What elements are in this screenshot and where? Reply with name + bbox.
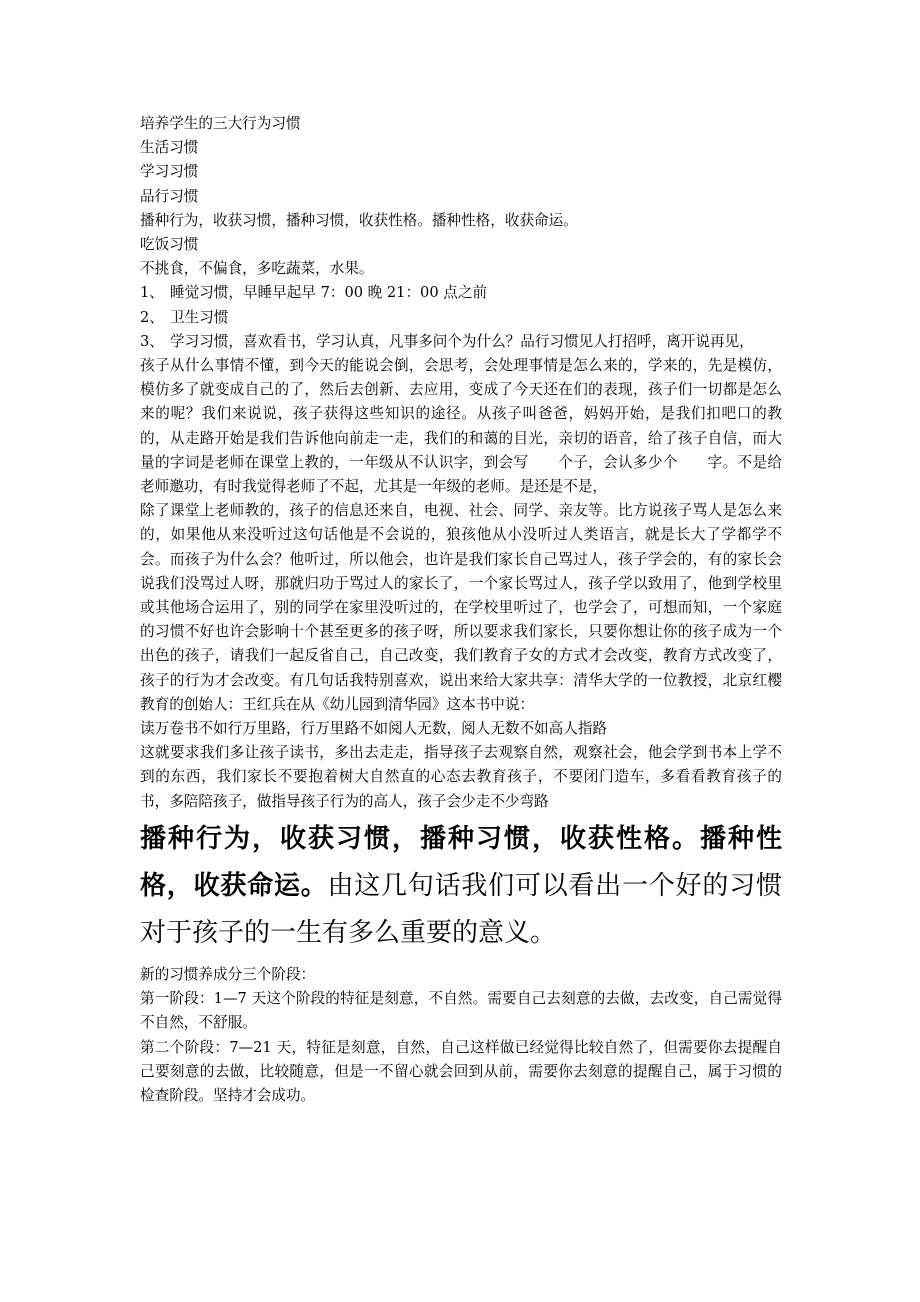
list-item (140, 306, 782, 330)
list-item (140, 330, 782, 354)
stages-title: 新的习惯养成分三个阶段： (140, 965, 316, 983)
stage-one: 第一阶段：1—7 天这个阶段的特征是刻意，不自然。需要自己去刻意的去做，去改变，自己需觉得不自然，不舒服。 (140, 990, 782, 1032)
paragraph-proverb: 读万卷书不如行万里路，行万里路不如阅人无数，阅人无数不如高人指路 (140, 720, 608, 738)
list-item-number: 3、 (140, 332, 164, 350)
eating-habit-desc: 不挑食，不偏食，多吃蔬菜，水果。 (140, 260, 374, 278)
list-item-number: 1、 (140, 284, 164, 302)
list-item-text: 睡觉习惯，早睡早起早 7：00 晚 21：00 点之前 (170, 284, 488, 302)
highlight-statement (140, 816, 782, 957)
paragraph-parent-advice: 这就要求我们多让孩子读书，多出去走走，指导孩子去观察自然，观察社会，他会学到书本上学不到的东西，我们家长不要抱着树大自然直的心态去教育孩子，不要闭门造车，多看看教育孩子的书，多陪陪孩子，做指导孩子行为的高人，孩子会少走不少弯路 (140, 744, 782, 810)
list-item-text: 卫生习惯 (170, 308, 229, 326)
list-item-number: 2、 (140, 308, 164, 326)
list-item-text: 学习习惯，喜欢看书，学习认真，凡事多问个为什么？品行习惯见人打招呼，离开说再见， (170, 332, 754, 350)
habit-item-study: 学习习惯 (140, 163, 199, 181)
list-item (140, 281, 782, 305)
paragraph-learning-source: 孩子从什么事情不懂，到今天的能说会倒，会思考，会处理事情是怎么来的，学来的，先是模仿，模仿多了就变成自己的了，然后去创新、去应用，变成了今天还在们的表现，孩子们一切都是怎么来的呢？我们来说说，孩子获得这些知识的途径。从孩子叫爸爸，妈妈开始，是我们扣吧口的教的，从走路开始是我们告诉他向前走一走，我们的和蔼的目光，亲切的语音，给了孩子自信，而大量的字词是老师在课堂上教的，一年级从不认识字，到会写 个子，会认多少个 字。不是给老师邀功，有时我觉得老师了不起，尤其是一年级的老师。是还是不是， (140, 357, 782, 496)
paragraph-other-sources: 除了课堂上老师教的，孩子的信息还来自，电视、社会、同学、亲友等。比方说孩子骂人是怎么来的，如果他从来没听过这句话他是不会说的，狼孩他从小没听过人类语言，就是长大了学都学不会。而孩子为什么会？他听过，所以他会，也许是我们家长自己骂过人，孩子学会的，有的家长会说我们没骂过人呀，那就归功于骂过人的家长了，一个家长骂过人，孩子学以致用了，他到学校里或其他场合运用了，别的同学在家里没听过的，在学校里听过了，也学会了，可想而知，一个家庭的习惯不好也许会影响十个甚至更多的孩子呀，所以要求我们家长，只要你想让你的孩子成为一个出色的孩子，请我们一起反省自己，自己改变，我们教育子女的方式才会改变，教育方式改变了，孩子的行为才会改变。有几句话我特别喜欢，说出来给大家共享：清华大学的一位教授，北京红樱教育的创始人：王红兵在从《幼儿园到清华园》这本书中说： (140, 502, 782, 713)
habit-item-life: 生活习惯 (140, 139, 199, 157)
document-title: 培养学生的三大行为习惯 (140, 115, 301, 132)
highlight-normal: 由这几句话我们可以看出一个好的习惯对于孩子的一生有多么重要的意义。 (140, 870, 782, 948)
motto-line: 播种行为，收获习惯，播种习惯，收获性格。播种性格，收获命运。 (140, 211, 578, 229)
document-page (140, 112, 782, 1108)
habit-item-conduct: 品行习惯 (140, 187, 199, 205)
stage-two: 第二个阶段：7—21 天，特征是刻意，自然，自己这样做已经觉得比较自然了，但需要你去提醒自己要刻意的去做，比较随意，但是一不留心就会回到从前，需要你去刻意的提醒自己，属于习惯的检查阶段。坚持才会成功。 (140, 1038, 782, 1104)
eating-habit-title: 吃饭习惯 (140, 236, 199, 254)
highlight-bold: 播种行为，收获习惯，播种习惯，收获性格。播种性格，收获命运。 (140, 823, 782, 901)
